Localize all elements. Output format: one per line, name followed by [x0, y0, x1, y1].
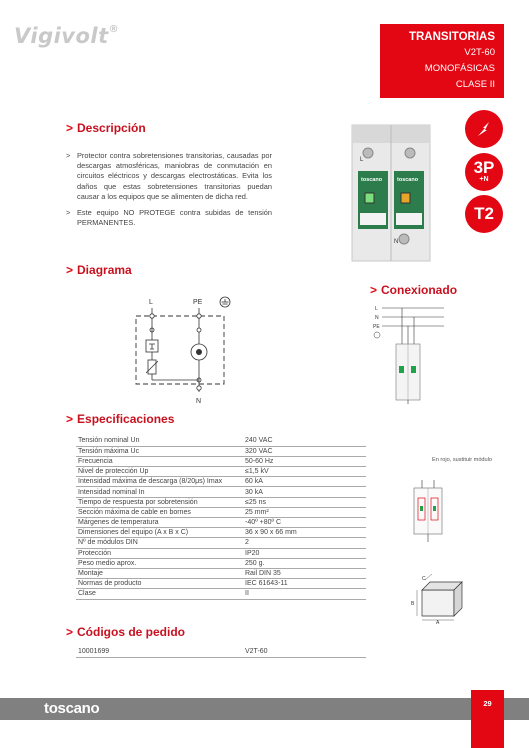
footer-logo: toscano: [44, 700, 100, 717]
bullet-marker: >: [66, 151, 71, 160]
conex-label-l: L: [375, 306, 378, 312]
section-especificaciones-label: Especificaciones: [77, 412, 175, 426]
spec-key: Nivel de protección Up: [76, 467, 243, 477]
chevron: >: [66, 625, 74, 639]
spec-value: 240 VAC: [243, 436, 366, 446]
description-list: [66, 151, 272, 234]
spec-value: 60 kA: [243, 477, 366, 487]
table-row: [76, 579, 366, 589]
table-row: [76, 558, 366, 568]
spec-key: Normas de producto: [76, 579, 243, 589]
spec-value: -40º +80º C: [243, 518, 366, 528]
chevron: >: [370, 283, 378, 297]
section-conexionado: [370, 283, 457, 297]
spec-key: Tiempo de respuesta por sobretensión: [76, 497, 243, 507]
spec-key: Intensidad máxima de descarga (8/20μs) Imax: [76, 477, 243, 487]
type-label: T2: [474, 204, 494, 223]
section-diagrama: [66, 263, 132, 277]
wiring-diagram: [126, 296, 236, 406]
product-title: TRANSITORIAS: [408, 31, 495, 43]
footer-bar: [0, 698, 529, 720]
list-item: [66, 208, 272, 228]
photo-brand-right: toscano: [397, 177, 419, 183]
conex-label-pe: PE: [373, 324, 380, 330]
description-text: Protector contra sobretensiones transitorias, causadas por descargas atmosféricas, maniobras de conmutación en circuitos eléctricos y descargas electrostáticas. Evita los daños que estas sobretensiones transitorias puedan causar a los equipos que se alimenten de dicha red.: [77, 151, 272, 201]
spec-value: 50-60 Hz: [243, 456, 366, 466]
table-row: [76, 589, 366, 599]
section-descripcion: [66, 121, 146, 135]
type-badge: [465, 195, 503, 233]
spec-value: Rail DIN 35: [243, 568, 366, 578]
module-replacement-figure: [408, 480, 448, 542]
poles-badge: [465, 153, 503, 191]
diagram-label-l: L: [149, 299, 153, 306]
list-item: [66, 151, 272, 202]
order-model: V2T-60: [243, 647, 366, 657]
table-row: [76, 507, 366, 517]
chevron: >: [66, 263, 74, 277]
table-row: [76, 528, 366, 538]
product-model: V2T-60: [464, 47, 495, 58]
spec-key: Intensidad nominal In: [76, 487, 243, 497]
table-row: [76, 538, 366, 548]
table-row: [76, 477, 366, 487]
ground-icon: [220, 297, 230, 307]
section-descripcion-label: Descripción: [77, 121, 146, 135]
spec-key: Márgenes de temperatura: [76, 518, 243, 528]
product-class: CLASE II: [455, 79, 495, 90]
spec-value: IEC 61643-11: [243, 579, 366, 589]
lightning-icon: [474, 119, 494, 139]
brand-registered: ®: [108, 24, 120, 35]
spec-key: Sección máxima de cable en bornes: [76, 507, 243, 517]
page-number: 29: [471, 690, 504, 748]
dim-label-b: B: [411, 601, 415, 607]
spec-key: Clase: [76, 589, 243, 599]
spec-value: 250 g.: [243, 558, 366, 568]
table-row: [76, 487, 366, 497]
table-row: [76, 568, 366, 578]
description-text: Este equipo NO PROTEGE contra subidas de tensión PERMANENTES.: [77, 208, 272, 228]
photo-brand-left: toscano: [361, 177, 383, 183]
section-diagrama-label: Diagrama: [77, 263, 132, 277]
spec-value: 320 VAC: [243, 446, 366, 456]
spec-key: Montaje: [76, 568, 243, 578]
spec-key: Nº de módulos DIN: [76, 538, 243, 548]
dim-label-c: C: [422, 576, 426, 582]
dim-label-a: A: [436, 620, 440, 624]
brand-name: Vigivolt: [14, 24, 109, 48]
spec-key: Protección: [76, 548, 243, 558]
spec-key: Tensión máxima Uc: [76, 446, 243, 456]
section-especificaciones: [66, 412, 174, 426]
section-conexionado-label: Conexionado: [381, 283, 458, 297]
chevron: >: [66, 412, 74, 426]
spec-value: 25 mm²: [243, 507, 366, 517]
poles-label: 3P: [473, 158, 495, 177]
diagram-label-pe: PE: [193, 299, 203, 306]
order-code: 10001699: [76, 647, 243, 657]
table-row: [76, 647, 366, 657]
diagram-label-n: N: [196, 398, 202, 405]
spec-value: 2: [243, 538, 366, 548]
spec-key: Tensión nominal Un: [76, 436, 243, 446]
conex-label-n: N: [375, 315, 379, 321]
table-row: [76, 467, 366, 477]
spec-value: 36 x 90 x 66 mm: [243, 528, 366, 538]
neutral-label: +N: [479, 176, 489, 183]
section-codigos-label: Códigos de pedido: [77, 625, 186, 639]
spec-key: Frecuencia: [76, 456, 243, 466]
module-note: En rojo, sustituir módulo: [432, 457, 493, 463]
specifications-table: [76, 436, 366, 600]
order-codes-table: [76, 647, 366, 658]
spec-value: ≤1,5 kV: [243, 467, 366, 477]
dimensions-figure: [408, 574, 474, 624]
table-row: [76, 446, 366, 456]
spec-value: II: [243, 589, 366, 599]
device-photo: [348, 123, 434, 263]
section-codigos: [66, 625, 185, 639]
table-row: [76, 456, 366, 466]
chevron: >: [66, 121, 74, 135]
photo-label-n: N: [394, 239, 399, 245]
product-phase: MONOFÁSICAS: [424, 63, 495, 74]
spec-value: IP20: [243, 548, 366, 558]
ground-icon: [374, 332, 380, 338]
table-row: [76, 518, 366, 528]
brand-logo: [14, 24, 119, 48]
bullet-marker: >: [66, 208, 71, 218]
spec-value: ≤25 ns: [243, 497, 366, 507]
spec-key: Peso medio aprox.: [76, 558, 243, 568]
lightning-badge: [465, 110, 503, 148]
table-row: [76, 436, 366, 446]
table-row: [76, 497, 366, 507]
table-row: [76, 548, 366, 558]
product-title-box: [380, 24, 504, 98]
spec-key: Dimensiones del equipo (A x B x C): [76, 528, 243, 538]
photo-label-l: L: [360, 157, 364, 163]
connection-diagram: [368, 300, 448, 405]
spec-value: 30 kA: [243, 487, 366, 497]
